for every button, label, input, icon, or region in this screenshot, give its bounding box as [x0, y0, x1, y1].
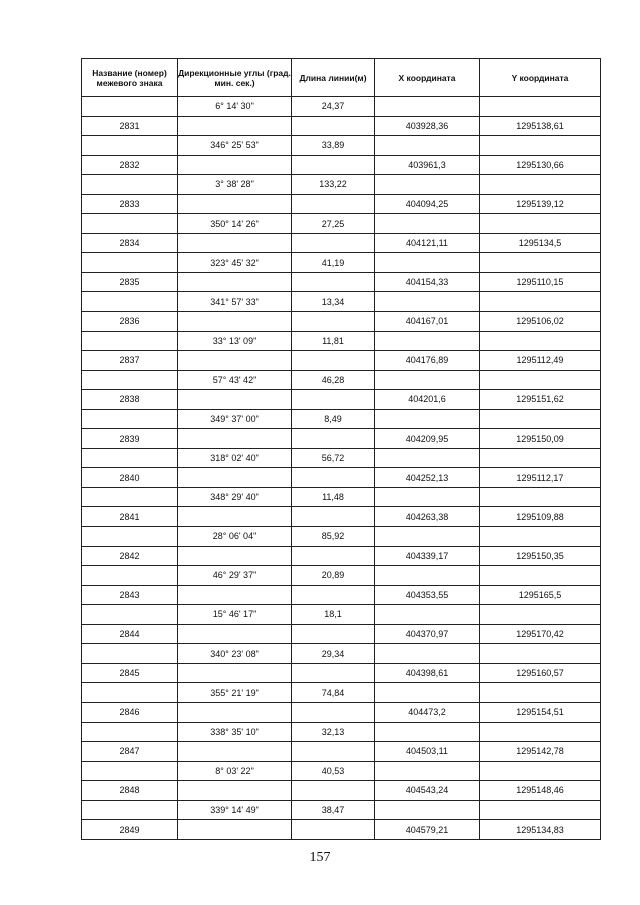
marker-name-cell: 2841	[82, 507, 178, 527]
y-coordinate-cell: 1295160,57	[480, 663, 601, 683]
marker-name-cell: 2846	[82, 702, 178, 722]
header-x-coordinate: X координата	[375, 59, 480, 97]
marker-name-cell: 2847	[82, 742, 178, 762]
line-length-cell	[292, 390, 375, 410]
y-coordinate-cell: 1295109,88	[480, 507, 601, 527]
y-coordinate-cell	[480, 487, 601, 507]
x-coordinate-cell	[375, 605, 480, 625]
table-row	[82, 292, 601, 312]
x-coordinate-cell: 404398,61	[375, 663, 480, 683]
line-length-cell	[292, 820, 375, 840]
table-row	[82, 624, 601, 644]
line-length-cell: 18,1	[292, 605, 375, 625]
marker-name-cell: 2835	[82, 272, 178, 292]
table-row	[82, 781, 601, 801]
table-row	[82, 272, 601, 292]
direction-angle-cell	[178, 507, 292, 527]
marker-name-cell	[82, 761, 178, 781]
x-coordinate-cell	[375, 292, 480, 312]
direction-angle-cell: 33° 13' 09"	[178, 331, 292, 351]
line-length-cell: 8,49	[292, 409, 375, 429]
line-length-cell	[292, 585, 375, 605]
x-coordinate-cell	[375, 370, 480, 390]
marker-name-cell: 2831	[82, 116, 178, 136]
line-length-cell: 11,81	[292, 331, 375, 351]
line-length-cell	[292, 663, 375, 683]
line-length-cell	[292, 272, 375, 292]
marker-name-cell: 2839	[82, 429, 178, 449]
marker-name-cell: 2837	[82, 351, 178, 371]
line-length-cell: 74,84	[292, 683, 375, 703]
y-coordinate-cell: 1295139,12	[480, 194, 601, 214]
y-coordinate-cell	[480, 214, 601, 234]
x-coordinate-cell: 404094,25	[375, 194, 480, 214]
table-row	[82, 761, 601, 781]
line-length-cell	[292, 429, 375, 449]
x-coordinate-cell: 404579,21	[375, 820, 480, 840]
direction-angle-cell: 339° 14' 49"	[178, 800, 292, 820]
line-length-cell	[292, 624, 375, 644]
x-coordinate-cell	[375, 409, 480, 429]
y-coordinate-cell	[480, 97, 601, 117]
marker-name-cell: 2838	[82, 390, 178, 410]
y-coordinate-cell: 1295151,62	[480, 390, 601, 410]
x-coordinate-cell: 404339,17	[375, 546, 480, 566]
line-length-cell	[292, 116, 375, 136]
table-row	[82, 742, 601, 762]
direction-angle-cell: 28° 06' 04"	[178, 527, 292, 547]
line-length-cell	[292, 351, 375, 371]
line-length-cell	[292, 312, 375, 332]
marker-name-cell: 2833	[82, 194, 178, 214]
marker-name-cell	[82, 448, 178, 468]
marker-name-cell	[82, 683, 178, 703]
boundary-coordinates-table	[81, 58, 601, 840]
direction-angle-cell	[178, 233, 292, 253]
table-row	[82, 527, 601, 547]
y-coordinate-cell: 1295165,5	[480, 585, 601, 605]
line-length-cell: 56,72	[292, 448, 375, 468]
line-length-cell	[292, 742, 375, 762]
y-coordinate-cell: 1295134,83	[480, 820, 601, 840]
table-row	[82, 351, 601, 371]
line-length-cell: 24,37	[292, 97, 375, 117]
y-coordinate-cell	[480, 722, 601, 742]
line-length-cell	[292, 468, 375, 488]
marker-name-cell: 2842	[82, 546, 178, 566]
x-coordinate-cell	[375, 487, 480, 507]
x-coordinate-cell: 404353,55	[375, 585, 480, 605]
direction-angle-cell	[178, 390, 292, 410]
table-row	[82, 663, 601, 683]
y-coordinate-cell: 1295170,42	[480, 624, 601, 644]
table-row	[82, 468, 601, 488]
x-coordinate-cell: 404121,11	[375, 233, 480, 253]
y-coordinate-cell: 1295110,15	[480, 272, 601, 292]
direction-angle-cell	[178, 546, 292, 566]
x-coordinate-cell	[375, 800, 480, 820]
marker-name-cell	[82, 292, 178, 312]
x-coordinate-cell: 403928,36	[375, 116, 480, 136]
direction-angle-cell	[178, 820, 292, 840]
table-row	[82, 702, 601, 722]
direction-angle-cell: 46° 29' 37"	[178, 566, 292, 586]
table-row	[82, 585, 601, 605]
direction-angle-cell: 323° 45' 32"	[178, 253, 292, 273]
y-coordinate-cell	[480, 448, 601, 468]
y-coordinate-cell	[480, 605, 601, 625]
y-coordinate-cell: 1295112,49	[480, 351, 601, 371]
direction-angle-cell: 8° 03' 22"	[178, 761, 292, 781]
header-direction-angle: Дирекционные углы (град. мин. сек.)	[178, 59, 292, 97]
y-coordinate-cell	[480, 527, 601, 547]
x-coordinate-cell: 404167,01	[375, 312, 480, 332]
line-length-cell: 32,13	[292, 722, 375, 742]
table-row	[82, 214, 601, 234]
line-length-cell: 40,53	[292, 761, 375, 781]
direction-angle-cell	[178, 781, 292, 801]
table-row	[82, 605, 601, 625]
direction-angle-cell: 6° 14' 30"	[178, 97, 292, 117]
table-row	[82, 155, 601, 175]
y-coordinate-cell: 1295112,17	[480, 468, 601, 488]
marker-name-cell: 2845	[82, 663, 178, 683]
table-row	[82, 683, 601, 703]
x-coordinate-cell: 404503,11	[375, 742, 480, 762]
marker-name-cell	[82, 800, 178, 820]
y-coordinate-cell	[480, 370, 601, 390]
table-header-row	[82, 59, 601, 97]
header-marker-name: Название (номер) межевого знака	[82, 59, 178, 97]
table-row	[82, 331, 601, 351]
table-row	[82, 448, 601, 468]
marker-name-cell: 2840	[82, 468, 178, 488]
marker-name-cell: 2849	[82, 820, 178, 840]
line-length-cell	[292, 507, 375, 527]
line-length-cell: 29,34	[292, 644, 375, 664]
direction-angle-cell: 3° 38' 28"	[178, 175, 292, 195]
direction-angle-cell	[178, 116, 292, 136]
line-length-cell	[292, 781, 375, 801]
direction-angle-cell	[178, 429, 292, 449]
line-length-cell: 13,34	[292, 292, 375, 312]
marker-name-cell: 2832	[82, 155, 178, 175]
marker-name-cell	[82, 97, 178, 117]
direction-angle-cell	[178, 468, 292, 488]
table-row	[82, 97, 601, 117]
table-row	[82, 253, 601, 273]
marker-name-cell	[82, 370, 178, 390]
table-row	[82, 546, 601, 566]
x-coordinate-cell: 404263,38	[375, 507, 480, 527]
x-coordinate-cell: 404252,13	[375, 468, 480, 488]
marker-name-cell	[82, 214, 178, 234]
line-length-cell: 85,92	[292, 527, 375, 547]
y-coordinate-cell	[480, 136, 601, 156]
y-coordinate-cell	[480, 409, 601, 429]
x-coordinate-cell	[375, 566, 480, 586]
x-coordinate-cell: 404543,24	[375, 781, 480, 801]
y-coordinate-cell	[480, 331, 601, 351]
x-coordinate-cell	[375, 175, 480, 195]
line-length-cell: 33,89	[292, 136, 375, 156]
direction-angle-cell: 350° 14' 26"	[178, 214, 292, 234]
direction-angle-cell: 348° 29' 40"	[178, 487, 292, 507]
table-row	[82, 390, 601, 410]
y-coordinate-cell	[480, 292, 601, 312]
direction-angle-cell: 341° 57' 33"	[178, 292, 292, 312]
line-length-cell: 46,28	[292, 370, 375, 390]
table-row	[82, 487, 601, 507]
x-coordinate-cell: 403961,3	[375, 155, 480, 175]
marker-name-cell: 2836	[82, 312, 178, 332]
y-coordinate-cell: 1295150,09	[480, 429, 601, 449]
table-row	[82, 409, 601, 429]
x-coordinate-cell	[375, 683, 480, 703]
marker-name-cell	[82, 644, 178, 664]
marker-name-cell: 2844	[82, 624, 178, 644]
marker-name-cell	[82, 527, 178, 547]
marker-name-cell	[82, 253, 178, 273]
x-coordinate-cell	[375, 761, 480, 781]
table-row	[82, 507, 601, 527]
marker-name-cell	[82, 487, 178, 507]
direction-angle-cell	[178, 351, 292, 371]
marker-name-cell	[82, 409, 178, 429]
table-row	[82, 722, 601, 742]
x-coordinate-cell	[375, 722, 480, 742]
x-coordinate-cell	[375, 97, 480, 117]
table-row	[82, 370, 601, 390]
header-line-length: Длина линии(м)	[292, 59, 375, 97]
direction-angle-cell: 338° 35' 10"	[178, 722, 292, 742]
header-y-coordinate: Y координата	[480, 59, 601, 97]
marker-name-cell	[82, 136, 178, 156]
marker-name-cell	[82, 175, 178, 195]
direction-angle-cell	[178, 194, 292, 214]
line-length-cell	[292, 194, 375, 214]
direction-angle-cell	[178, 312, 292, 332]
direction-angle-cell: 340° 23' 08"	[178, 644, 292, 664]
y-coordinate-cell: 1295154,51	[480, 702, 601, 722]
y-coordinate-cell: 1295142,78	[480, 742, 601, 762]
table-row	[82, 644, 601, 664]
y-coordinate-cell: 1295130,66	[480, 155, 601, 175]
table-row	[82, 233, 601, 253]
x-coordinate-cell: 404370,97	[375, 624, 480, 644]
x-coordinate-cell: 404473,2	[375, 702, 480, 722]
table-row	[82, 566, 601, 586]
table-row	[82, 312, 601, 332]
line-length-cell: 27,25	[292, 214, 375, 234]
direction-angle-cell	[178, 155, 292, 175]
table-row	[82, 194, 601, 214]
y-coordinate-cell: 1295150,35	[480, 546, 601, 566]
table-row	[82, 136, 601, 156]
marker-name-cell: 2834	[82, 233, 178, 253]
x-coordinate-cell	[375, 253, 480, 273]
direction-angle-cell	[178, 585, 292, 605]
page-number: 157	[309, 850, 331, 865]
x-coordinate-cell	[375, 136, 480, 156]
marker-name-cell	[82, 722, 178, 742]
line-length-cell	[292, 233, 375, 253]
marker-name-cell: 2848	[82, 781, 178, 801]
marker-name-cell	[82, 331, 178, 351]
line-length-cell: 11,48	[292, 487, 375, 507]
line-length-cell: 133,22	[292, 175, 375, 195]
x-coordinate-cell	[375, 448, 480, 468]
direction-angle-cell	[178, 663, 292, 683]
y-coordinate-cell	[480, 761, 601, 781]
x-coordinate-cell	[375, 331, 480, 351]
table-row	[82, 175, 601, 195]
y-coordinate-cell	[480, 566, 601, 586]
line-length-cell	[292, 155, 375, 175]
direction-angle-cell: 346° 25' 53"	[178, 136, 292, 156]
x-coordinate-cell	[375, 214, 480, 234]
y-coordinate-cell: 1295134,5	[480, 233, 601, 253]
y-coordinate-cell	[480, 800, 601, 820]
direction-angle-cell	[178, 742, 292, 762]
y-coordinate-cell: 1295106,02	[480, 312, 601, 332]
direction-angle-cell	[178, 702, 292, 722]
marker-name-cell	[82, 605, 178, 625]
y-coordinate-cell	[480, 253, 601, 273]
line-length-cell	[292, 546, 375, 566]
direction-angle-cell: 349° 37' 00"	[178, 409, 292, 429]
direction-angle-cell: 15° 46' 17"	[178, 605, 292, 625]
direction-angle-cell: 355° 21' 19"	[178, 683, 292, 703]
table-row	[82, 820, 601, 840]
marker-name-cell	[82, 566, 178, 586]
line-length-cell: 20,89	[292, 566, 375, 586]
y-coordinate-cell	[480, 683, 601, 703]
y-coordinate-cell: 1295138,61	[480, 116, 601, 136]
direction-angle-cell: 57° 43' 42"	[178, 370, 292, 390]
y-coordinate-cell	[480, 175, 601, 195]
table-row	[82, 800, 601, 820]
table-row	[82, 116, 601, 136]
y-coordinate-cell	[480, 644, 601, 664]
marker-name-cell: 2843	[82, 585, 178, 605]
direction-angle-cell: 318° 02' 40"	[178, 448, 292, 468]
line-length-cell	[292, 702, 375, 722]
table-row	[82, 429, 601, 449]
x-coordinate-cell	[375, 527, 480, 547]
y-coordinate-cell: 1295148,46	[480, 781, 601, 801]
line-length-cell: 38,47	[292, 800, 375, 820]
direction-angle-cell	[178, 272, 292, 292]
line-length-cell: 41,19	[292, 253, 375, 273]
direction-angle-cell	[178, 624, 292, 644]
x-coordinate-cell: 404201,6	[375, 390, 480, 410]
x-coordinate-cell: 404176,89	[375, 351, 480, 371]
x-coordinate-cell: 404154,33	[375, 272, 480, 292]
x-coordinate-cell: 404209,95	[375, 429, 480, 449]
x-coordinate-cell	[375, 644, 480, 664]
